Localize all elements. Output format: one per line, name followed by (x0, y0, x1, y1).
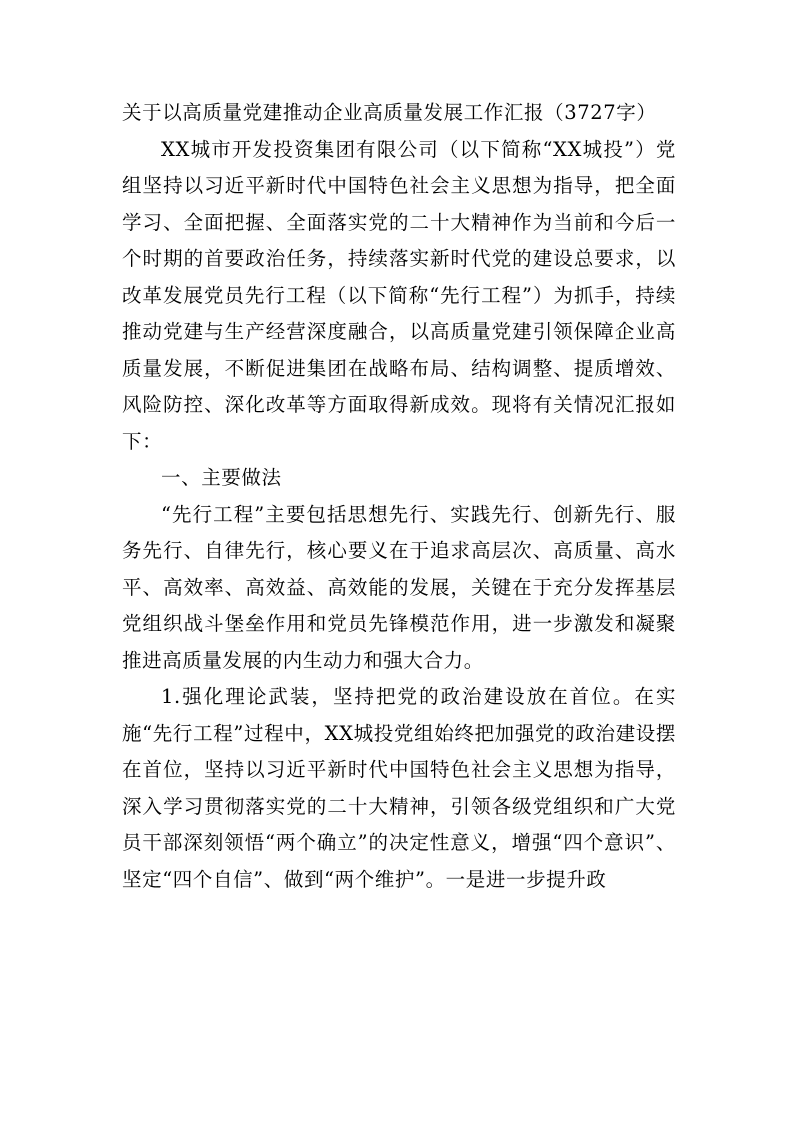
document-body (122, 95, 676, 898)
body-paragraph: 1.强化理论武装，坚持把党的政治建设放在首位。在实施“先行工程”过程中，XX城投党组始终把加强党的政治建设摆在首位，坚持以习近平新时代中国特色社会主义思想为指导，深入学习贯彻落实党的二十大精神，引领各级党组织和广大党员干部深刻领悟“两个确立”的决定性意义，增强“四个意识”、坚定“四个自信”、做到“两个维护”。一是进一步提升政 (122, 685, 676, 891)
intro-paragraph: XX城市开发投资集团有限公司（以下简称“XX城投”）党组坚持以习近平新时代中国特色社会主义思想为指导，把全面学习、全面把握、全面落实党的二十大精神作为当前和今后一个时期的首要政治任务，持续落实新时代党的建设总要求，以改革发展党员先行工程（以下简称“先行工程”）为抓手，持续推动党建与生产经营深度融合，以高质量党建引领保障企业高质量发展，不断促进集团在战略布局、结构调整、提质增效、风险防控、深化改革等方面取得新成效。现将有关情况汇报如下： (122, 137, 676, 453)
section-heading: 一、主要做法 (161, 466, 282, 489)
body-paragraph: “先行工程”主要包括思想先行、实践先行、创新先行、服务先行、自律先行，核心要义在于追求高层次、高质量、高水平、高效率、高效益、高效能的发展，关键在于充分发挥基层党组织战斗堡垒作用和党员先锋模范作用，进一步激发和凝聚推进高质量发展的内生动力和强大合力。 (122, 502, 676, 672)
document-title: 关于以高质量党建推动企业高质量发展工作汇报（3727字） (122, 101, 657, 124)
